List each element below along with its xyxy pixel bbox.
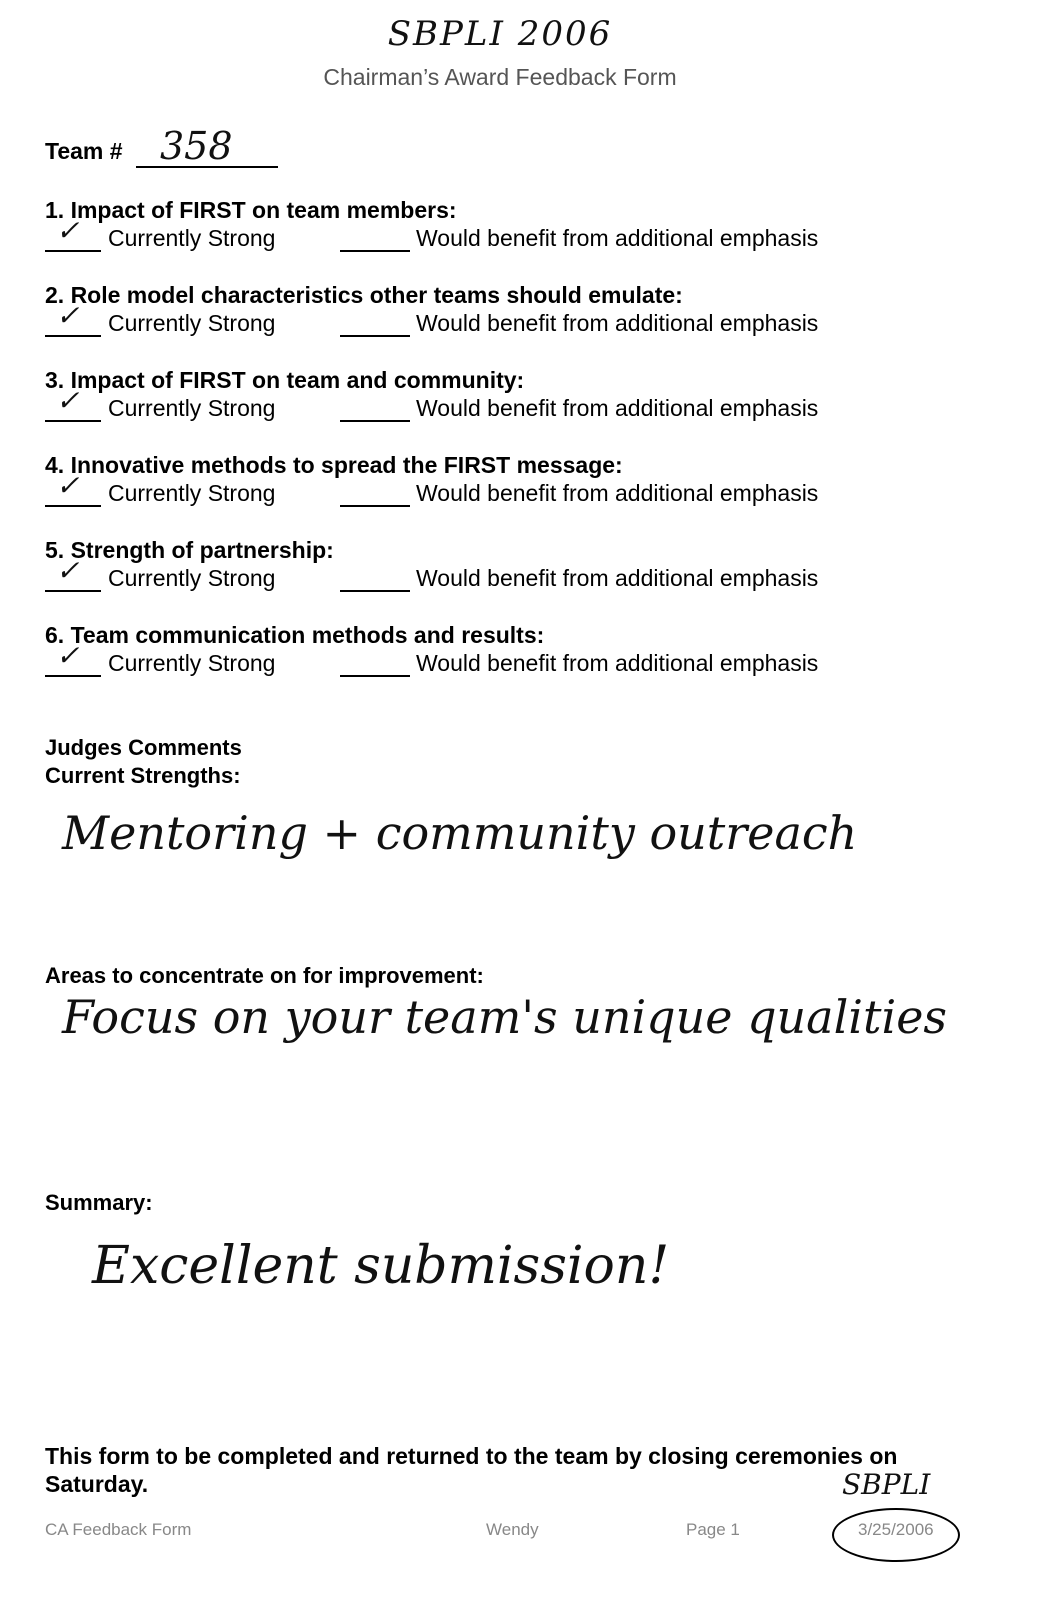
question-5-option-emphasis: Would benefit from additional emphasis — [416, 565, 819, 591]
summary-handwriting: Excellent submission! — [92, 1236, 670, 1296]
question-1-emphasis-blank — [340, 250, 410, 252]
question-5-option-strong: Currently Strong — [108, 565, 276, 591]
question-2-emphasis-blank — [340, 335, 410, 337]
footer-date: 3/25/2006 — [858, 1520, 934, 1539]
question-6-emphasis-blank — [340, 675, 410, 677]
team-label: Team # — [45, 138, 123, 164]
question-6-strong-blank — [45, 675, 101, 677]
question-3-title: 3. Impact of FIRST on team and community: — [45, 367, 525, 393]
question-4-check: ✓ — [56, 469, 80, 502]
question-4-emphasis-blank — [340, 505, 410, 507]
improvement-handwriting: Focus on your team's unique qualities — [62, 990, 948, 1044]
question-6-title: 6. Team communication methods and results: — [45, 622, 545, 648]
question-3-check: ✓ — [56, 384, 80, 417]
question-4-strong-blank — [45, 505, 101, 507]
question-6-option-strong: Currently Strong — [108, 650, 276, 676]
footer-form-name: CA Feedback Form — [45, 1520, 192, 1539]
question-5-check: ✓ — [56, 554, 80, 587]
handwritten-event-title: SBPLI 2006 — [387, 14, 613, 54]
question-4-title: 4. Innovative methods to spread the FIRST message: — [45, 452, 623, 478]
current-strengths-label: Current Strengths: — [45, 763, 241, 788]
question-1-option-emphasis: Would benefit from additional emphasis — [416, 225, 819, 251]
completion-note: This form to be completed and returned to the team by closing ceremonies on Saturday. — [45, 1443, 898, 1497]
question-1-strong-blank — [45, 250, 101, 252]
question-2-title: 2. Role model characteristics other teams should emulate: — [45, 282, 683, 308]
team-number: 358 — [160, 124, 233, 168]
current-strengths-handwriting: Mentoring + community outreach — [62, 806, 858, 860]
footer-page: Page 1 — [686, 1520, 740, 1539]
question-2-strong-blank — [45, 335, 101, 337]
question-5-strong-blank — [45, 590, 101, 592]
form-title: Chairman’s Award Feedback Form — [323, 64, 677, 90]
question-3-emphasis-blank — [340, 420, 410, 422]
question-2-option-emphasis: Would benefit from additional emphasis — [416, 310, 819, 336]
summary-label: Summary: — [45, 1190, 153, 1215]
improvement-label: Areas to concentrate on for improvement: — [45, 963, 484, 988]
question-2-check: ✓ — [56, 299, 80, 332]
question-1-option-strong: Currently Strong — [108, 225, 276, 251]
question-4-option-strong: Currently Strong — [108, 480, 276, 506]
question-3-strong-blank — [45, 420, 101, 422]
question-5-emphasis-blank — [340, 590, 410, 592]
question-3-option-strong: Currently Strong — [108, 395, 276, 421]
question-1-title: 1. Impact of FIRST on team members: — [45, 197, 457, 223]
question-1-check: ✓ — [56, 214, 80, 247]
judges-comments-heading: Judges Comments — [45, 735, 242, 760]
question-6-option-emphasis: Would benefit from additional emphasis — [416, 650, 819, 676]
question-5-title: 5. Strength of partnership: — [45, 537, 334, 563]
question-4-option-emphasis: Would benefit from additional emphasis — [416, 480, 819, 506]
stamp-signature: SBPLI — [842, 1468, 931, 1501]
question-2-option-strong: Currently Strong — [108, 310, 276, 336]
question-6-check: ✓ — [56, 639, 80, 672]
question-3-option-emphasis: Would benefit from additional emphasis — [416, 395, 819, 421]
footer-author: Wendy — [486, 1520, 539, 1539]
